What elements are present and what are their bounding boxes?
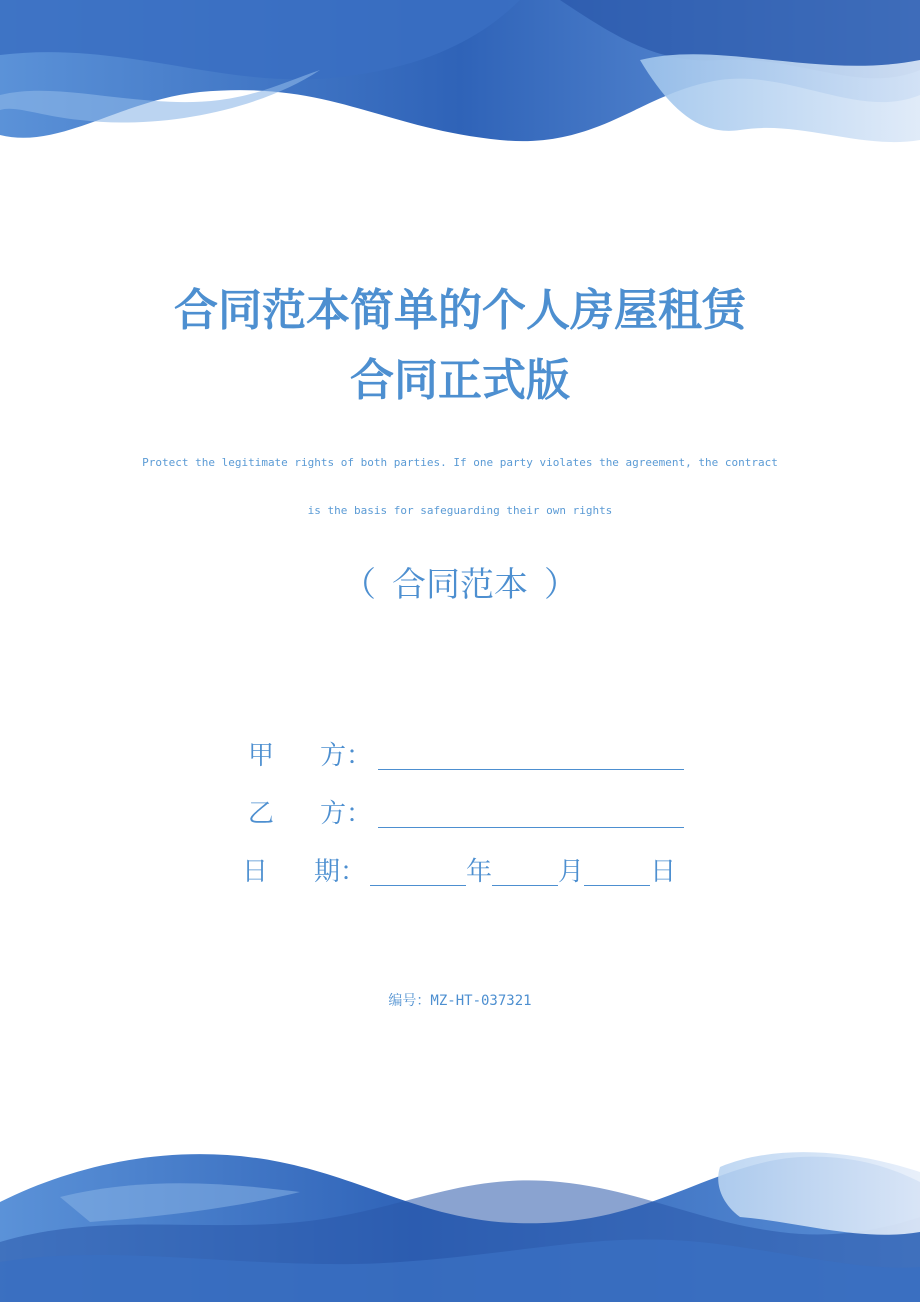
document-number: 编号：MZ-HT-037321 [388,993,532,1009]
open-paren: （ [342,565,376,605]
month-blank-line[interactable] [492,855,558,886]
month-label: 月 [558,857,585,887]
subtitle-line-1: Protect the legitimate rights of both parties. If one party violates the agreement, the contract [142,456,778,469]
subtitle-line-2: is the basis for safeguarding their own rights [307,504,613,517]
party-b-blank-line[interactable] [378,797,684,828]
top-wave-decoration [0,0,920,170]
year-label: 年 [466,857,493,887]
date-row [242,852,676,892]
category-label: 合同范本 [392,565,528,605]
document-title-line-2: 合同正式版 [350,355,570,406]
date-label-char2: 期： [314,857,367,887]
party-a-label-char1: 甲 [248,741,275,771]
close-paren: ） [544,565,578,605]
day-label: 日 [650,857,677,887]
party-a-label-char2: 方： [320,741,373,771]
party-b-label-char1: 乙 [248,799,275,829]
party-a-row [248,736,684,776]
party-b-label-char2: 方： [320,799,373,829]
bottom-wave-decoration [0,1122,920,1302]
year-blank-line[interactable] [370,855,466,886]
party-a-blank-line[interactable] [378,739,684,770]
document-title-line-1: 合同范本简单的个人房屋租赁 [174,285,746,336]
date-label-char1: 日 [242,857,269,887]
document-category [0,560,920,610]
party-b-row [248,794,684,834]
day-blank-line[interactable] [584,855,650,886]
